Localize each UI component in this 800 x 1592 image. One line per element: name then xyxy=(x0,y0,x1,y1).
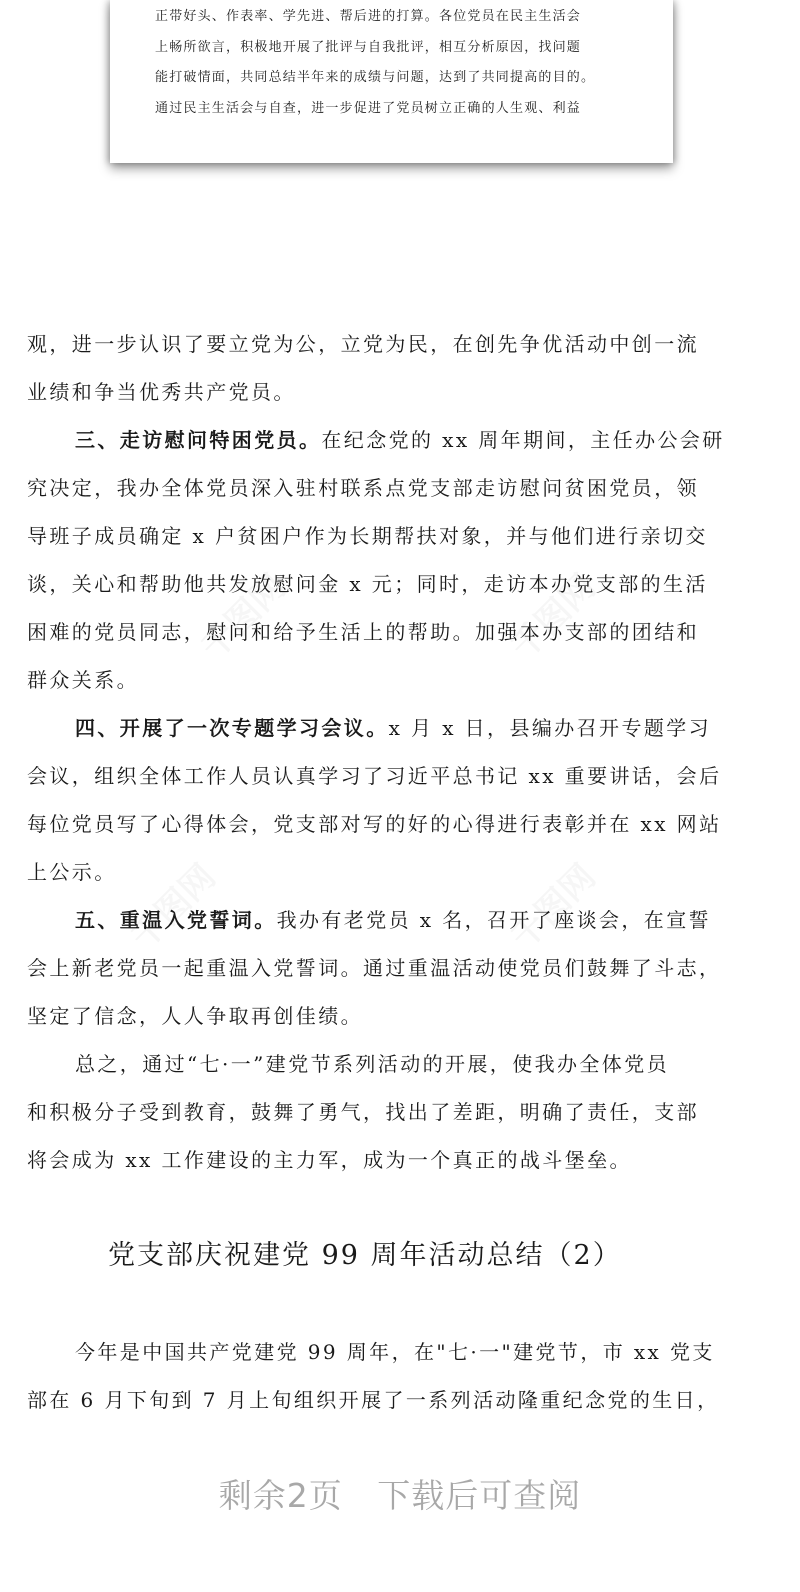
body-line: 群众关系。 xyxy=(27,668,139,692)
body-line: 每位党员写了心得体会，党支部对写的好的心得进行表彰并在 xx 网站 xyxy=(27,812,722,836)
body-line: 困难的党员同志，慰问和给予生活上的帮助。加强本办支部的团结和 xyxy=(27,620,699,644)
section-5-heading: 五、重温入党誓词。 xyxy=(75,908,277,932)
body-line: 今年是中国共产党建党 99 周年，在"七·一"建党节，市 xx 党支 xyxy=(75,1340,715,1364)
section-3-text: 在纪念党的 xx 周年期间，主任办公会研 xyxy=(321,428,725,452)
body-line: 将会成为 xx 工作建设的主力军，成为一个真正的战斗堡垒。 xyxy=(27,1148,632,1172)
section-3-line xyxy=(75,424,725,453)
card-line: 上畅所欲言，积极地开展了批评与自我批评，相互分析原因，找问题 xyxy=(155,40,582,55)
section-4-line xyxy=(75,712,711,741)
download-hint: 下载后可查阅 xyxy=(377,1476,582,1515)
body-line: 总之，通过“七·一”建党节系列活动的开展，使我办全体党员 xyxy=(75,1052,670,1076)
card-line: 通过民主生活会与自查，进一步促进了党员树立正确的人生观、利益 xyxy=(155,101,582,116)
body-line: 部在 6 月下旬到 7 月上旬组织开展了一系列活动隆重纪念党的生日， xyxy=(27,1388,720,1412)
body-line: 究决定，我办全体党员深入驻村联系点党支部走访慰问贫困党员，领 xyxy=(27,476,699,500)
remaining-pages-count: 剩余2页 xyxy=(218,1476,343,1515)
section-3-heading: 三、走访慰问特困党员。 xyxy=(75,428,322,452)
body-line: 导班子成员确定 x 户贫困户作为长期帮扶对象，并与他们进行亲切交 xyxy=(27,524,708,548)
section-5-line xyxy=(75,904,711,933)
body-line: 坚定了信念，人人争取再创佳绩。 xyxy=(27,1004,363,1028)
section-4-heading: 四、开展了一次专题学习会议。 xyxy=(75,716,389,740)
remaining-pages-notice[interactable] xyxy=(0,1470,800,1517)
article-title: 党支部庆祝建党 99 周年活动总结（2） xyxy=(108,1240,622,1271)
card-line: 能打破情面，共同总结半年来的成绩与问题，达到了共同提高的目的。 xyxy=(155,70,596,85)
body-line: 会上新老党员一起重温入党誓词。通过重温活动使党员们鼓舞了斗志， xyxy=(27,956,722,980)
section-5-text: 我办有老党员 x 名，召开了座谈会，在宣誓 xyxy=(276,908,712,932)
body-line: 业绩和争当优秀共产党员。 xyxy=(27,380,296,404)
card-line: 正带好头、作表率、学先进、帮后进的打算。各位党员在民主生活会 xyxy=(155,9,582,24)
section-4-text: x 月 x 日，县编办召开专题学习 xyxy=(388,716,712,740)
body-line: 上公示。 xyxy=(27,860,117,884)
body-line: 和积极分子受到教育，鼓舞了勇气，找出了差距，明确了责任，支部 xyxy=(27,1100,699,1124)
body-line: 会议，组织全体工作人员认真学习了习近平总书记 xx 重要讲话，会后 xyxy=(27,764,722,788)
body-line: 观，进一步认识了要立党为公，立党为民，在创先争优活动中创一流 xyxy=(27,332,699,356)
preview-page-card xyxy=(110,0,673,163)
body-line: 谈，关心和帮助他共发放慰问金 x 元；同时，走访本办党支部的生活 xyxy=(27,572,708,596)
